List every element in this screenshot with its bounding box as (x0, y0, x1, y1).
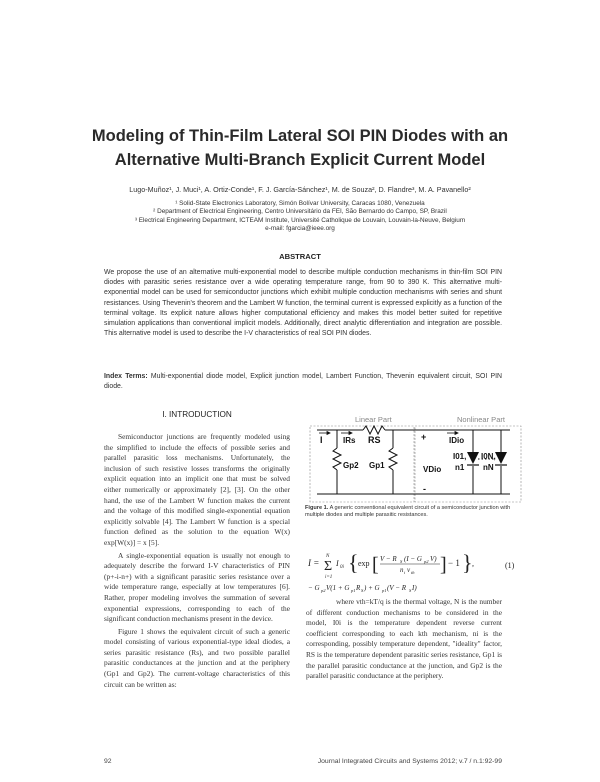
svg-text:V(1 + G: V(1 + G (326, 584, 350, 592)
nn-label: nN (483, 463, 494, 472)
author-list: Lugo-Muñoz¹, J. Muci¹, A. Ortiz-Conde¹, F. J. García-Sánchez¹, M. de Souza², D. Flandre³, M. A. Pavanello² (129, 185, 471, 194)
svg-text:− G: − G (308, 584, 320, 592)
contact-email: e-mail: fgarcia@ieee.org (265, 225, 335, 233)
conductance-gp2 (333, 448, 341, 470)
svg-text:p1: p1 (351, 588, 356, 593)
svg-text:V): V) (430, 555, 437, 563)
svg-text:Σ: Σ (324, 559, 333, 574)
vdio-label: VDio (423, 465, 442, 474)
figure-1-caption (305, 505, 517, 519)
index-terms-text: Multi-exponential diode model, Explicit junction model, Lambert Function, Thevenin equivalent circuit, SOI PIN diode. (104, 373, 502, 391)
affiliation-1: ¹ Solid-State Electronics Laboratory, Simón Bolívar University, Caracas 1080, Venezuela (175, 200, 425, 207)
svg-text:th: th (411, 570, 415, 575)
index-terms-label: Index Terms: (104, 373, 148, 380)
current-idio-label: IDio (449, 436, 465, 445)
svg-text:R: R (356, 584, 361, 592)
svg-text:(I − G: (I − G (404, 555, 422, 563)
svg-text:]: ] (440, 554, 447, 576)
svg-text:i: i (404, 570, 406, 575)
linear-part-box (310, 426, 414, 502)
svg-text:i=1: i=1 (325, 575, 333, 580)
svg-text:I =: I = (308, 558, 320, 568)
diode-1-icon (467, 452, 479, 464)
svg-text:,: , (472, 559, 474, 568)
affiliation-3: ³ Electrical Engineering Department, ICTEAM Institute, Université Catholique de Louvain, Louvain-la-Neuve, Belgium (134, 216, 466, 224)
affiliations (40, 200, 560, 234)
gp2-label: Gp2 (343, 461, 359, 470)
index-terms (104, 372, 502, 392)
current-irs-label: IRs (343, 436, 356, 445)
page-number: 92 (104, 758, 112, 765)
svg-text:n: n (400, 566, 404, 574)
current-i-label: I (320, 435, 323, 445)
svg-text:(V − R: (V − R (387, 584, 406, 592)
introduction-column (104, 432, 290, 692)
svg-text:{: { (348, 550, 359, 575)
journal-citation: Journal Integrated Circuits and Systems 2012; v.7 / n.1:92-99 (317, 758, 502, 765)
figure-1-circuit (305, 410, 525, 510)
right-column-text (306, 597, 502, 682)
nonlinear-part-box (415, 426, 521, 502)
svg-text:V − R: V − R (380, 555, 397, 563)
affiliation-2: ² Department of Electrical Engineering, Centro Universitário da FEI, São Bernardo do Campo, SP, Brazil (153, 208, 447, 216)
diode-n-icon (495, 452, 507, 464)
plus-sign: + (421, 432, 427, 442)
nonlinear-part-label: Nonlinear Part (457, 415, 505, 424)
svg-text:}: } (462, 550, 473, 575)
intro-paragraph-1: Semiconductor junctions are frequently modeled using the simplified to include the effects of possible series and parallel parasitic loss mechanisms. Unfortunately, the inclusion of such resistive losses transforms the originally explicit equation into an implicit one that must be solved either numerically or approximately [2], [3]. On the other hand, the use of the Lambert W function makes the current and the voltage of this modified single-exponential equation explicitly solvable [4]. The Lambert W function is a special function defined as the solution to the equation W(x) exp[W(x)] = x [5]. (104, 432, 290, 547)
figure-caption-label: Figure 1. (305, 505, 329, 511)
svg-text:I: I (336, 559, 339, 568)
svg-text:) + G: ) + G (364, 584, 380, 592)
svg-text:S: S (361, 588, 364, 593)
svg-text:v: v (407, 566, 411, 574)
title-line-1: Modeling of Thin-Film Lateral SOI PIN Diodes with an (91, 127, 509, 145)
abstract-body: We propose the use of an alternative multi-exponential model to describe multiple conduction mechanisms in thin-film SOI PIN diodes with parasitic series resistance over a wide operating temperature range, from 90 to 390 K. This alternative multi-exponential model can be used for semiconductor junctions which exhibit multiple conduction mechanisms with series and shunt resistances. Using Thevenin's theorem and the Lambert W function, the terminal current is expressed explicitly as a function of the terminal voltage. Its explicit nature allows higher computational efficiency and makes this model better suited for repetitive simulation applications than conventional implicit models. Additionally, direct analytic differentiation and integration are possible. This alternative model is used to describe the I-V characteristics of real SOI PIN diodes. (104, 269, 502, 338)
title-line-2: Alternative Multi-Branch Explicit Current Model (114, 151, 486, 169)
resistor-rs-label: RS (368, 435, 381, 445)
equation-number: (1) (505, 561, 515, 570)
svg-text:N: N (326, 554, 330, 559)
equation-description: where vth=kT/q is the thermal voltage, N is the number of different conduction mechanisms to be considered in the model, I0i is the temperature dependent reverse current coefficient corresponding to each kth mechanism, ni is the corresponding, possibly temperature dependent, "ideality" factor, RS is the temperature dependent parasitic series resistance, Gp1 is the parallel parasitic conductance at the junction, and Gp2 is the parallel parasitic conductance at the periphery. (306, 597, 502, 681)
svg-text:S: S (400, 559, 403, 564)
equation-1 (306, 540, 521, 596)
svg-text:p2: p2 (321, 588, 326, 593)
svg-text:− 1: − 1 (448, 558, 460, 568)
intro-paragraph-2: A single-exponential equation is usually not enough to adequately describe the forward I-V characteristics of PIN (p+-i-n+) with a significant parasitic series resistance over a wide temperature range, especially at low temperatures [6]. Rather, proper modeling involves the summation of several exponential expressions, corresponding to each of the significant conduction mechanisms present in the device. (104, 550, 290, 624)
linear-part-label: Linear Part (355, 415, 392, 424)
svg-text:I): I) (412, 584, 417, 592)
n1-label: n1 (455, 463, 465, 472)
conductance-gp1 (389, 448, 397, 470)
series-resistor-rs (363, 426, 385, 434)
intro-paragraph-3: Figure 1 shows the equivalent circuit of such a generic model consisting of various exponential-type ideal diodes, a series parasitic resistance (Rs), and two possible parallel parasitic conductances at the junction and at the periphery (Gp1 and Gp2). The current-voltage characteristics of this circuit can be written as: (104, 626, 290, 689)
minus-sign: - (423, 484, 426, 494)
figure-caption-text: A generic conventional equivalent circuit of a semiconductor junction with multiple diodes and multiple parasitic resistances. (305, 505, 511, 519)
svg-text:p2: p2 (424, 559, 429, 564)
paper-title (40, 124, 560, 172)
i0n-label: I0N, (481, 452, 496, 461)
i01-label: I01, (453, 452, 467, 461)
svg-text:S: S (409, 588, 412, 593)
gp1-label: Gp1 (369, 461, 385, 470)
abstract-heading: ABSTRACT (279, 252, 321, 261)
section-heading-introduction: I. INTRODUCTION (162, 410, 232, 419)
svg-text:exp: exp (358, 559, 370, 568)
svg-text:0i: 0i (340, 565, 344, 570)
svg-text:p1: p1 (382, 588, 387, 593)
svg-text:[: [ (372, 554, 379, 576)
